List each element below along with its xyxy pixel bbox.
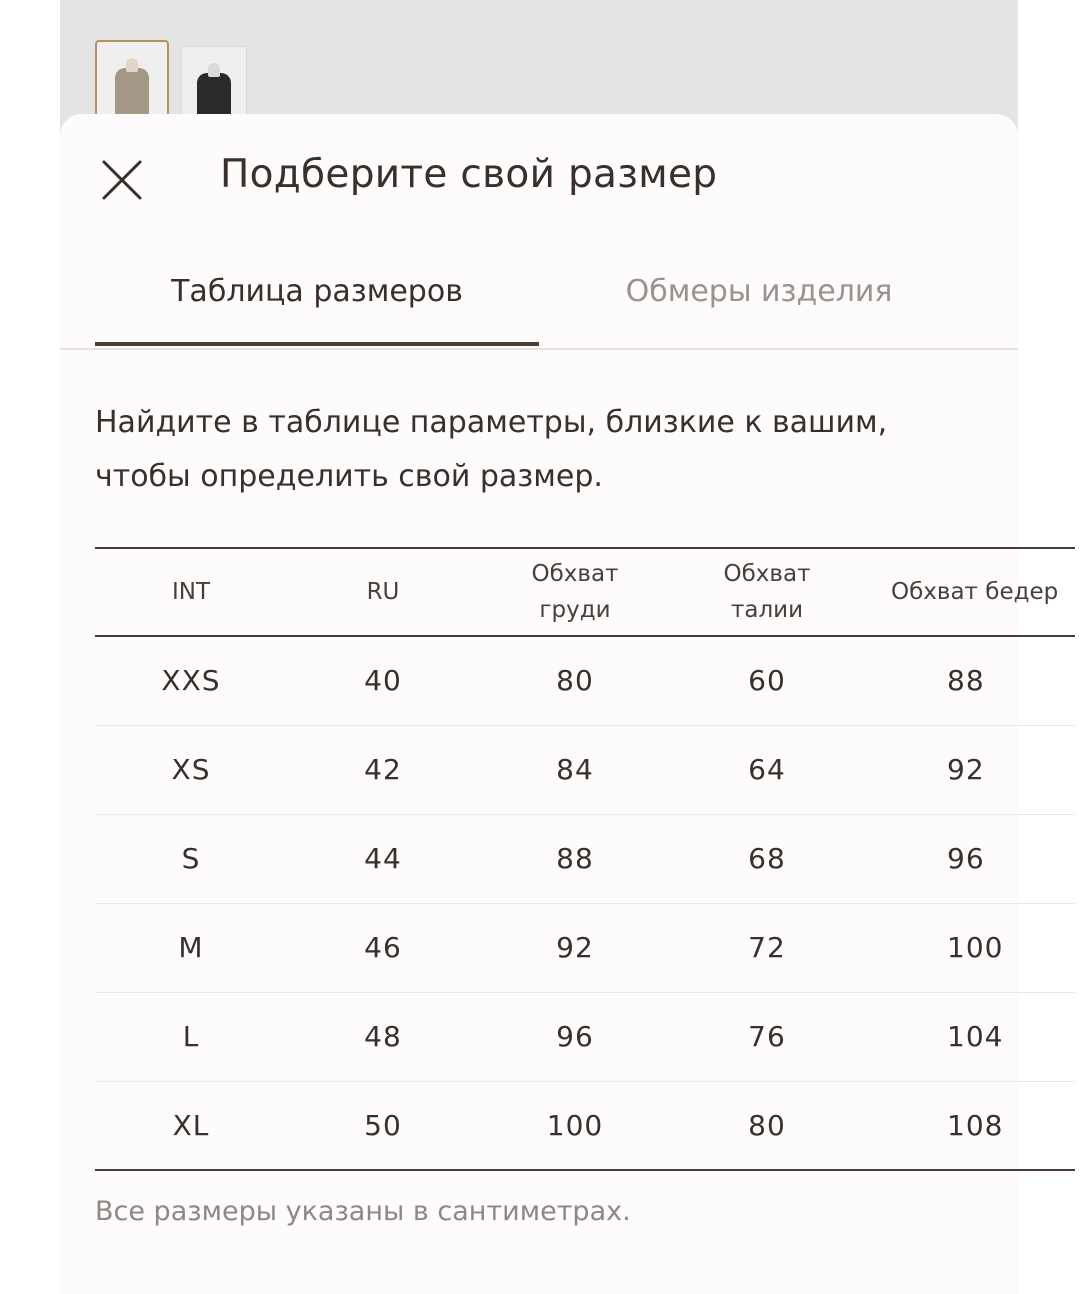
intro-line-2: чтобы определить свой размер.	[95, 459, 603, 494]
cell-chest: 84	[556, 753, 594, 786]
tab-product-measurements[interactable]	[539, 274, 979, 309]
cell-waist: 68	[748, 842, 786, 875]
size-table-scroll[interactable]	[95, 547, 1059, 1171]
cell-int: XXS	[161, 664, 221, 698]
cell-ru: 44	[364, 842, 402, 875]
tab-bar	[60, 262, 1018, 350]
table-row	[95, 725, 1075, 814]
cell-int: M	[178, 931, 204, 964]
close-icon	[98, 156, 146, 204]
header-chest: Обхват груди	[531, 561, 619, 623]
header-waist: Обхват талии	[723, 561, 811, 623]
cell-chest: 92	[556, 931, 594, 964]
size-table	[95, 547, 1075, 1171]
intro-line-1: Найдите в таблице параметры, близкие к вашим,	[95, 405, 888, 440]
product-screen	[60, 0, 1059, 1280]
table-row	[95, 1081, 1075, 1170]
cell-waist: 72	[748, 931, 786, 964]
cell-ru: 48	[364, 1020, 402, 1053]
cell-int: XL	[172, 1108, 210, 1142]
cell-chest: 100	[546, 1108, 604, 1142]
header-hips: Обхват бедер	[891, 579, 1059, 605]
intro-text	[95, 396, 995, 504]
cell-waist: 80	[748, 1108, 786, 1142]
cell-ru: 40	[364, 664, 402, 698]
cell-chest: 88	[556, 842, 594, 875]
cell-chest: 80	[556, 664, 594, 698]
cell-waist: 60	[748, 664, 786, 698]
units-note: Все размеры указаны в сантиметрах.	[95, 1196, 631, 1227]
tab-size-table[interactable]	[95, 274, 539, 346]
cell-int: S	[181, 842, 201, 875]
cell-ru: 50	[364, 1108, 402, 1142]
table-header-row	[95, 548, 1075, 636]
cell-ru: 42	[364, 753, 402, 786]
cell-waist: 64	[748, 753, 786, 786]
cell-ru: 46	[364, 931, 402, 964]
cell-hips: 92	[947, 753, 985, 786]
table-row	[95, 814, 1075, 903]
size-guide-sheet	[60, 114, 1059, 1294]
table-row	[95, 992, 1075, 1081]
tab-product-measurements-label: Обмеры изделия	[625, 274, 893, 309]
cell-hips: 100	[947, 931, 1004, 964]
header-ru: RU	[366, 579, 400, 605]
table-row	[95, 636, 1075, 725]
close-button[interactable]	[98, 156, 146, 204]
cell-int: XS	[171, 753, 211, 786]
cell-hips: 88	[947, 664, 985, 698]
cell-waist: 76	[748, 1020, 786, 1053]
cell-hips: 96	[947, 842, 985, 875]
cell-hips: 108	[947, 1108, 1004, 1142]
active-tab-indicator	[95, 342, 539, 346]
table-row	[95, 903, 1075, 992]
tab-size-table-label: Таблица размеров	[171, 274, 463, 309]
modal-title: Подберите свой размер	[220, 152, 718, 197]
cell-int: L	[182, 1020, 200, 1053]
cell-hips: 104	[947, 1020, 1004, 1053]
cell-chest: 96	[556, 1020, 594, 1053]
header-int: INT	[171, 579, 211, 605]
